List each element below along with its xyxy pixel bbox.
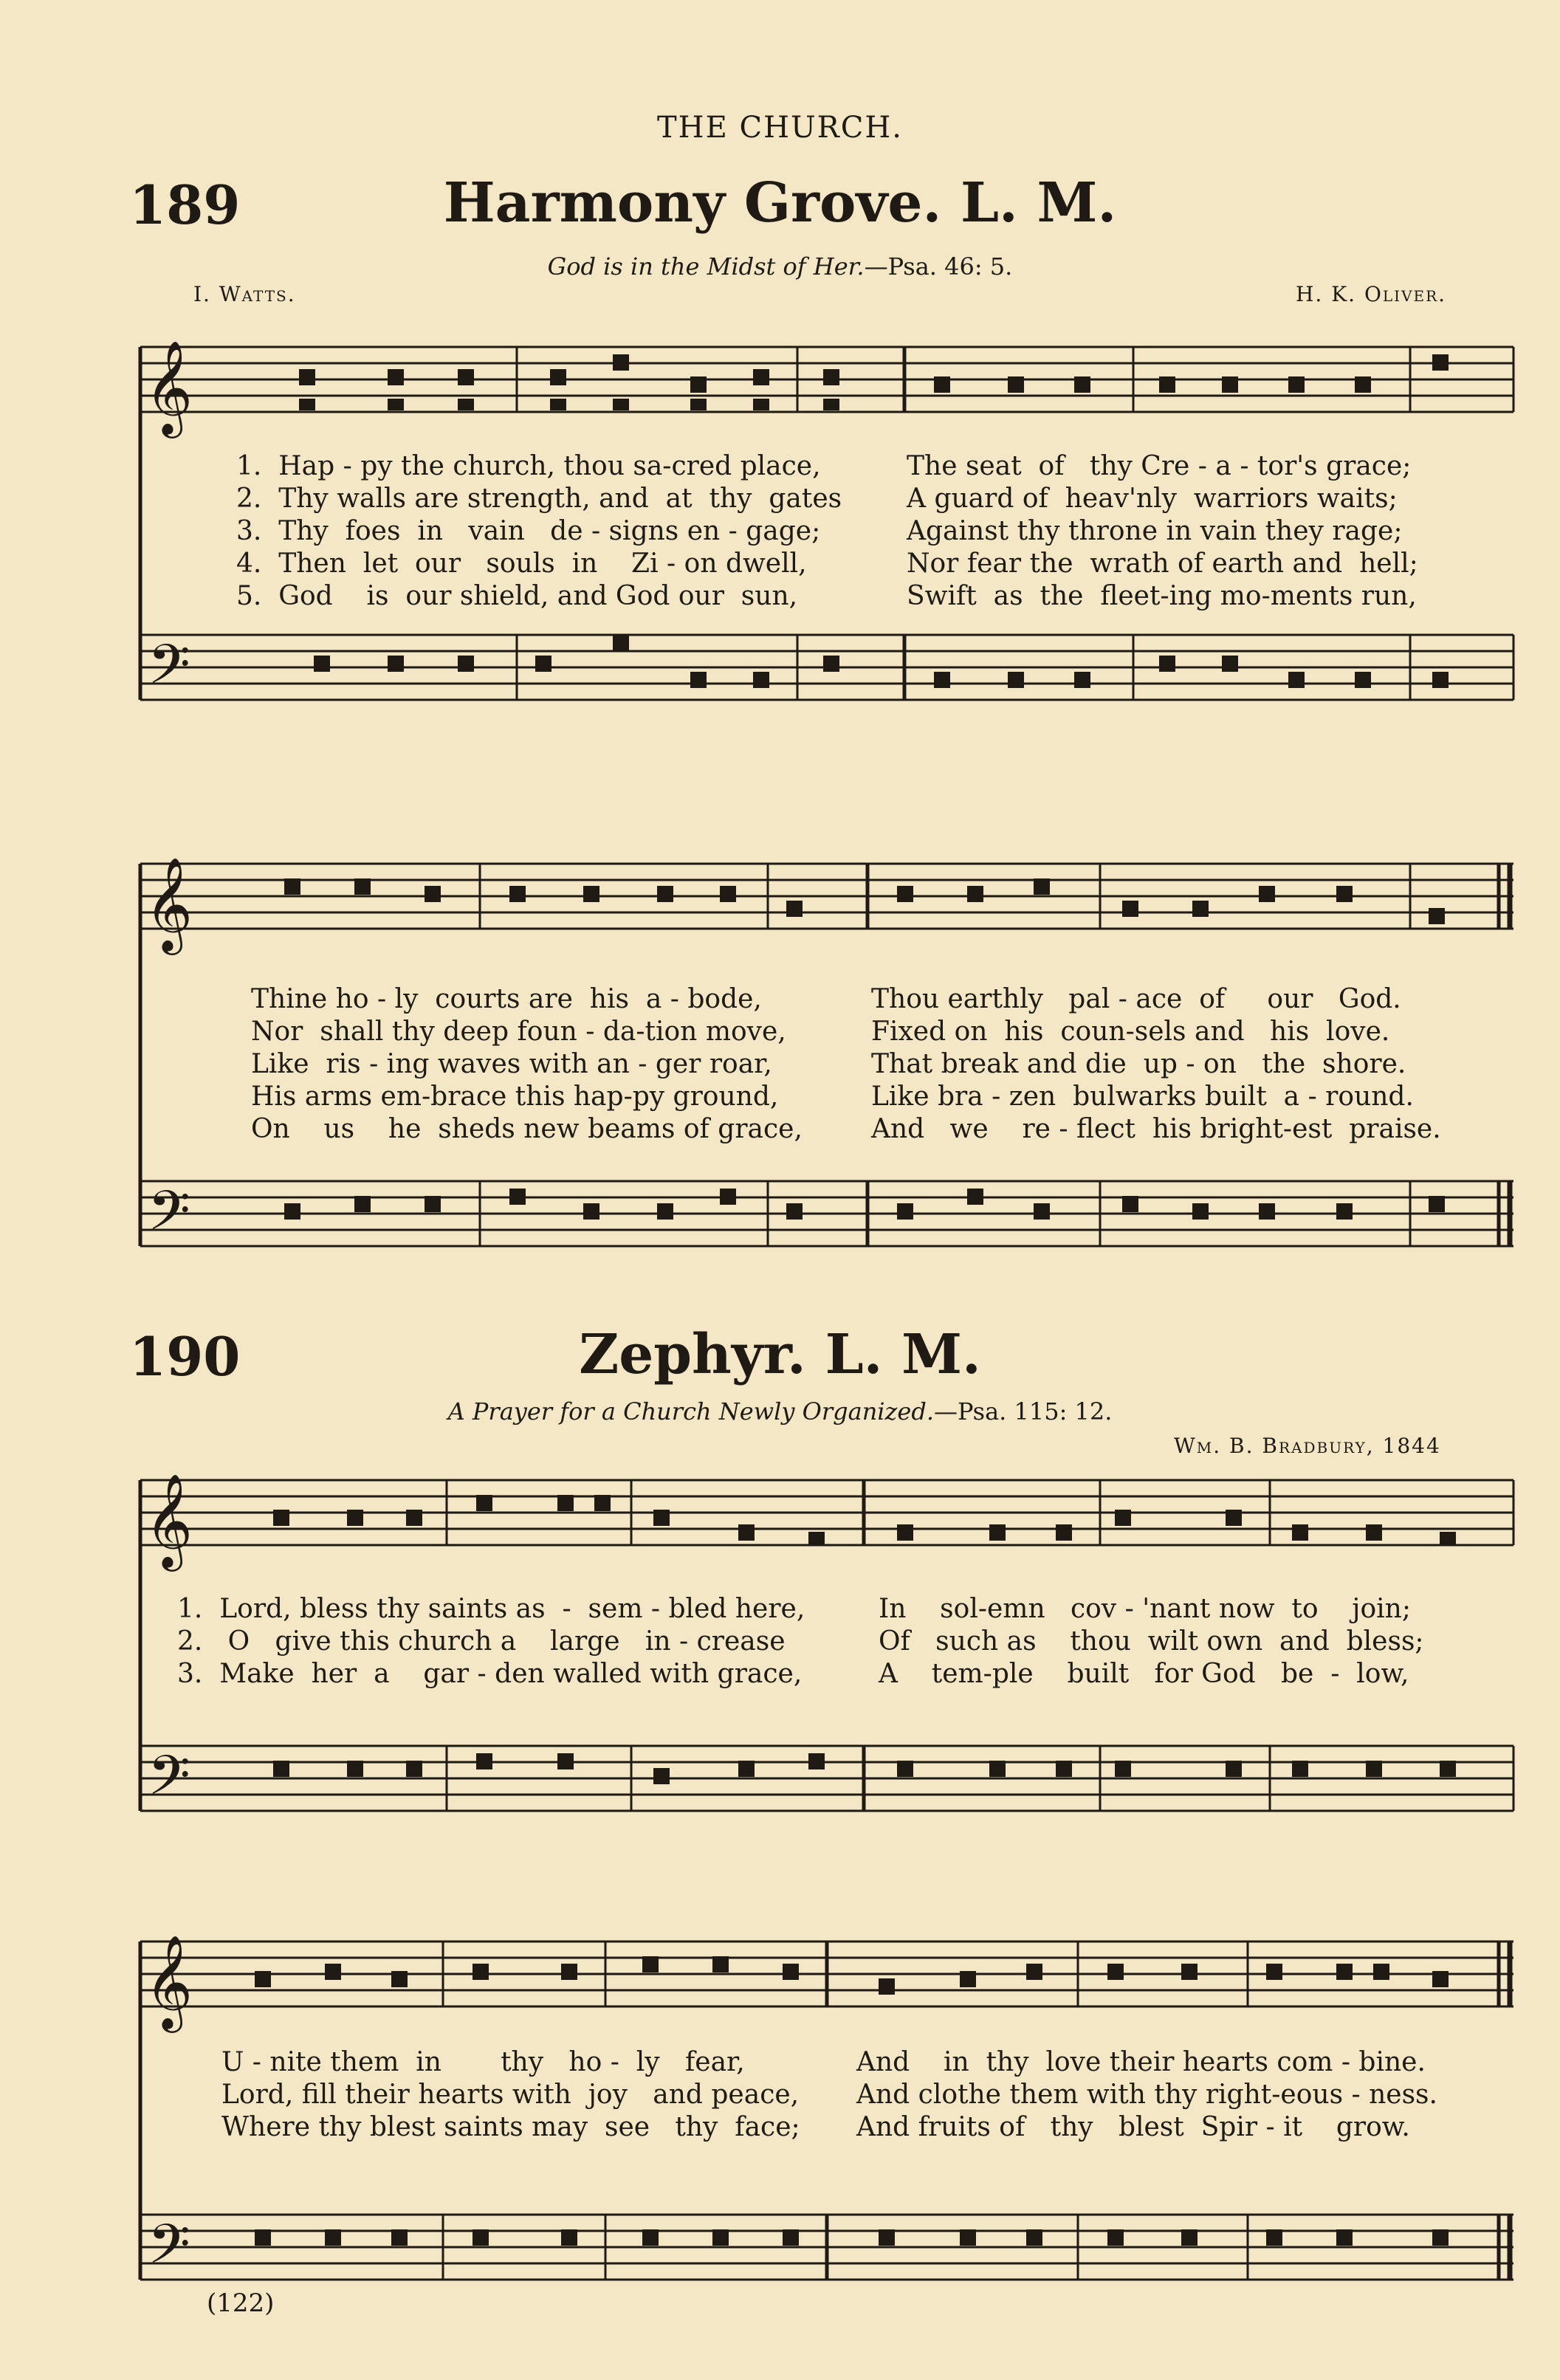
- svg-text:𝄢: 𝄢: [148, 633, 190, 710]
- svg-text:𝄞: 𝄞: [145, 340, 193, 434]
- lyrics-189-system-2: [251, 983, 803, 1146]
- hymn-number-190: 190: [129, 1325, 241, 1388]
- lyric-line: 3. Thy foes in vain de - signs en - gage;: [236, 516, 821, 546]
- lyric-line: A tem-ple built for God be - low,: [879, 1659, 1409, 1689]
- lyric-line: And clothe them with thy right-eous - ness.: [856, 2080, 1437, 2110]
- subtitle-text: A Prayer for a Church Newly Organized.: [447, 1397, 934, 1425]
- lyric-line: 2. O give this church a large in - crease: [177, 1626, 786, 1657]
- music-credit-189: H. K. Oliver.: [1296, 282, 1447, 306]
- svg-text:𝄢: 𝄢: [148, 1744, 190, 1821]
- music-credit-190: Wm. B. Bradbury, 1844: [1174, 1434, 1441, 1458]
- lyric-line: Fixed on his coun-sels and his love.: [871, 1017, 1390, 1047]
- lyric-line: In sol-emn cov - 'nant now to join;: [879, 1594, 1411, 1624]
- lyrics-189-system-1: [236, 450, 842, 613]
- words-credit-189: I. Watts.: [193, 282, 296, 306]
- svg-text:𝄞: 𝄞: [145, 1473, 193, 1567]
- scripture-reference: —Psa. 46: 5.: [864, 252, 1013, 281]
- lyric-line: U - nite them in thy ho - ly fear,: [221, 2047, 745, 2077]
- lyric-line: Like bra - zen bulwarks built a - round.: [871, 1081, 1414, 1112]
- lyrics-189-system-1-right: [907, 450, 1418, 613]
- lyrics-190-system-1: [177, 1593, 805, 1691]
- lyric-line: His arms em-brace this hap-py ground,: [251, 1081, 779, 1112]
- lyric-line: A guard of heav'nly warriors waits;: [907, 484, 1398, 514]
- svg-text:𝄢: 𝄢: [148, 1179, 190, 1256]
- section-header: THE CHURCH.: [657, 111, 903, 145]
- lyric-line: 1. Lord, bless thy saints as - sem - bled here,: [177, 1594, 805, 1624]
- svg-text:𝄞: 𝄞: [145, 1934, 193, 2029]
- lyric-line: 2. Thy walls are strength, and at thy gates: [236, 484, 842, 514]
- lyric-line: On us he sheds new beams of grace,: [251, 1114, 803, 1144]
- lyric-line: And fruits of thy blest Spir - it grow.: [856, 2112, 1410, 2142]
- lyrics-190-system-2-right: [856, 2046, 1437, 2144]
- lyric-line: The seat of thy Cre - a - tor's grace;: [907, 451, 1412, 481]
- hymn-title-190: Zephyr. L. M.: [579, 1323, 981, 1386]
- hymn-title-189: Harmony Grove. L. M.: [443, 171, 1117, 235]
- lyric-line: Like ris - ing waves with an - ger roar,: [251, 1049, 772, 1079]
- scripture-reference: —Psa. 115: 12.: [933, 1397, 1113, 1425]
- lyric-line: 4. Then let our souls in Zi - on dwell,: [236, 548, 807, 579]
- lyrics-190-system-1-right: [879, 1593, 1424, 1691]
- lyric-line: And we re - flect his bright-est praise.: [871, 1114, 1441, 1144]
- lyric-line: 1. Hap - py the church, thou sa-cred place,: [236, 451, 821, 481]
- svg-text:𝄞: 𝄞: [145, 856, 193, 951]
- hymn-number-189: 189: [129, 173, 241, 236]
- lyric-line: And in thy love their hearts com - bine.: [856, 2047, 1426, 2077]
- lyric-line: Where thy blest saints may see thy face;: [221, 2112, 800, 2142]
- lyric-line: That break and die up - on the shore.: [871, 1049, 1406, 1079]
- lyrics-189-system-2-right: [871, 983, 1441, 1146]
- lyric-line: Nor fear the wrath of earth and hell;: [907, 548, 1418, 579]
- page-number: (122): [207, 2288, 275, 2318]
- hymn-subtitle-190: [0, 1397, 1560, 1425]
- lyric-line: 5. God is our shield, and God our sun,: [236, 581, 798, 611]
- hymn-subtitle-189: [0, 252, 1560, 281]
- subtitle-text: God is in the Midst of Her.: [547, 252, 865, 281]
- lyric-line: Lord, fill their hearts with joy and peace,: [221, 2080, 800, 2110]
- lyric-line: Against thy throne in vain they rage;: [907, 516, 1403, 546]
- lyric-line: Swift as the fleet-ing mo-ments run,: [907, 581, 1417, 611]
- svg-text:𝄢: 𝄢: [148, 2212, 190, 2290]
- lyric-line: 3. Make her a gar - den walled with grace,: [177, 1659, 803, 1689]
- lyric-line: Thou earthly pal - ace of our God.: [871, 984, 1401, 1014]
- lyric-line: Of such as thou wilt own and bless;: [879, 1626, 1424, 1657]
- lyric-line: Thine ho - ly courts are his a - bode,: [251, 984, 762, 1014]
- lyrics-190-system-2: [221, 2046, 800, 2144]
- lyric-line: Nor shall thy deep foun - da-tion move,: [251, 1017, 786, 1047]
